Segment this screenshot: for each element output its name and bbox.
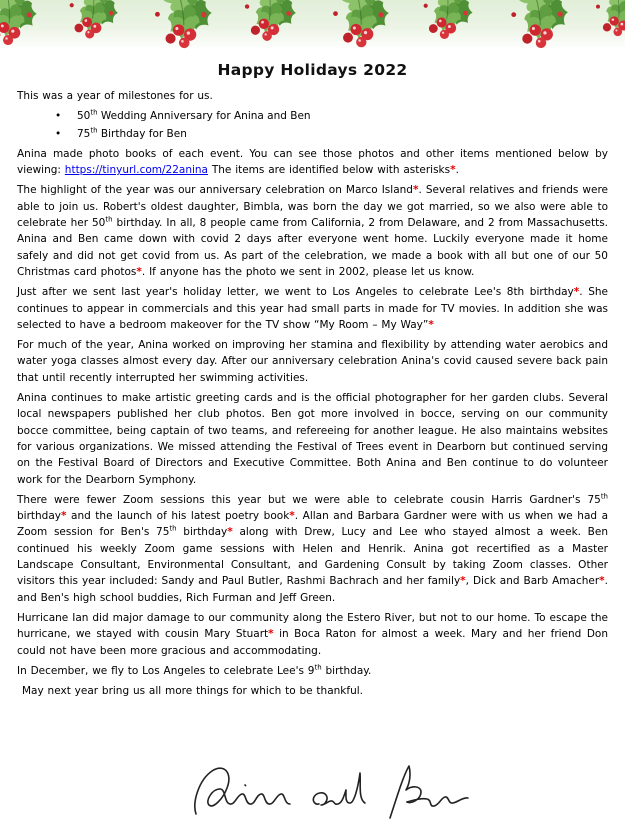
paragraph: Anina continues to make artistic greeting cards and is the official photographer for her garden clubs. Several local newspapers published her club photos. Ben got more involved in bocce, serving on our community bocce committee, being captain of two teams, and refereeing for another league. He also maintains websites for various organizations. We missed attending the Festival of Trees event in Dearborn but continued serving on the Festival Board of Directors and Executive Committee. Both Anina and Ben continue to do volunteer work for the Dearborn Symphony.	[17, 392, 608, 486]
asterisk-marker: *	[136, 265, 142, 278]
asterisk-marker: *	[428, 318, 434, 331]
asterisk-marker: *	[227, 526, 233, 539]
page-title: Happy Holidays 2022	[217, 61, 408, 79]
bullet-dot: •	[55, 127, 62, 140]
asterisk-marker: *	[289, 510, 295, 523]
signature-image	[182, 758, 472, 832]
bullet-text: 50th Wedding Anniversary for Anina and Ben	[77, 108, 311, 123]
ordinal-superscript: th	[169, 524, 177, 533]
paragraph: There were fewer Zoom sessions this year but we were able to celebrate cousin Harris Gardner's 75th birthday* and the launch of his latest poetry book*. Allan and Barbara Gardner were with us when we had a Zoom session for Ben's 75th birthday* along with Drew, Lucy and Lee who stayed almost a week. Ben continued his weekly Zoom game sessions with Helen and Henrik. Anina got recertified as a Master Landscape Consultant, Environmental Consultant, and Gardening Consult by taking Zoom classes. Other visitors this year included: Sandy and Paul Butler, Rashmi Bachrach and her family*, Dick and Barb Amacher*. and Ben's high school buddies, Rich Furman and Jeff Green.	[17, 492, 609, 604]
letter-body	[0, 79, 625, 699]
asterisk-marker: *	[450, 164, 456, 177]
ordinal-superscript: th	[90, 126, 98, 135]
bullet-text: 75th Birthday for Ben	[77, 126, 187, 140]
asterisk-marker: *	[460, 575, 466, 588]
holly-border-image	[0, 0, 625, 54]
paragraph: Hurricane Ian did major damage to our community along the Estero River, but not to our home. To escape the hurricane, we stayed with cousin Mary Stuart* in Boca Raton for almost a week. Mary and her friend Don could not have been more gracious and accommodating.	[17, 611, 608, 657]
bullet-item	[17, 126, 608, 142]
paragraph: The highlight of the year was our anniversary celebration on Marco Island*. Several relatives and friends were able to join us. Robert's oldest daughter, Bimbla, was born the day we got married, so we also were able to celebrate her 50th birthday. In all, 8 people came from California, 2 from Delaware, and 2 from Massachusetts. Anina and Ben came down with covid 2 days after everyone went home. Luckily everyone made it home safely and did not get covid from us. As part of the celebration, we made a book with all but one of our 50 Christmas card photos*. If anyone has the photo we sent in 2002, please let us know.	[17, 184, 608, 278]
paragraph: This was a year of milestones for us.	[17, 90, 213, 102]
paragraph: Anina made photo books of each event. You can see those photos and other items mentioned below by viewing: https://tinyurl.com/22anina The items are identified below with asterisks*.	[17, 147, 608, 177]
asterisk-marker: *	[599, 575, 605, 588]
bullet-item	[17, 108, 608, 124]
ordinal-superscript: th	[600, 492, 608, 501]
asterisk-marker: *	[268, 628, 274, 641]
asterisk-marker: *	[60, 510, 67, 523]
tinyurl-link[interactable]: https://tinyurl.com/22anina	[64, 164, 208, 177]
ordinal-superscript: th	[90, 108, 98, 117]
ordinal-superscript: th	[105, 215, 113, 224]
bullet-dot: •	[55, 110, 62, 123]
paragraph: Just after we sent last year's holiday letter, we went to Los Angeles to celebrate Lee's 8th birthday*. She continues to appear in commercials and this year had small parts in made for TV movies. In addition she was selected to have a bedroom makeover for the TV show “My Room – My Way”*	[17, 286, 608, 331]
ordinal-superscript: th	[314, 663, 322, 672]
asterisk-marker: *	[573, 286, 580, 299]
paragraph: For much of the year, Anina worked on improving her stamina and flexibility by attending water aerobics and water yoga classes almost every day. After our anniversary celebration Anina's covid caused severe back pain that until recently interrupted her swimming activities.	[17, 339, 608, 384]
asterisk-marker: *	[412, 184, 419, 197]
paragraph: May next year bring us all more things for which to be thankful.	[22, 685, 363, 698]
paragraph: In December, we fly to Los Angeles to celebrate Lee's 9th birthday.	[17, 663, 372, 677]
